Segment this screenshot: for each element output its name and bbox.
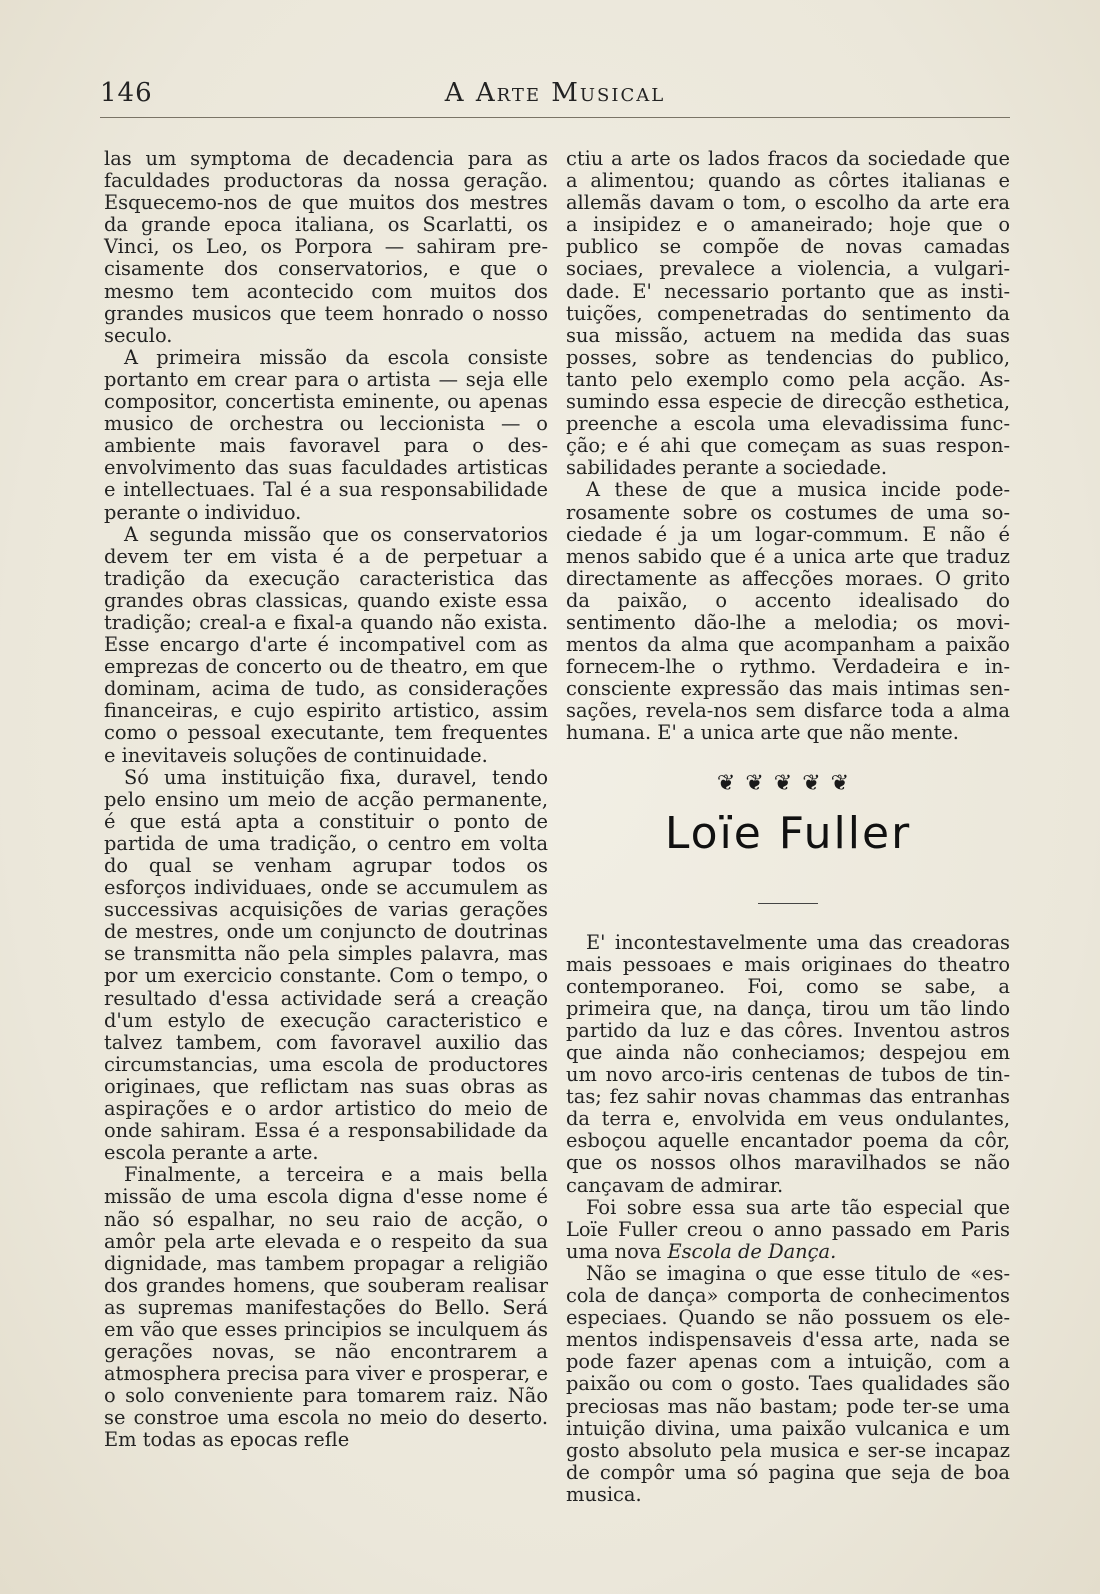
paragraph: Só uma instituição fixa, duravel, tendo pelo ensino um meio de acção permanente, é que está apta a constituir o ponto de partida de uma tradição, o centro em volta do qual se venham agrupar todos os esforços individuaes, onde se accumulem as successivas acquisições de varias gerações de mestres, onde um conjuncto de doutrinas se transmitta não pela simples palavra, mas por um exercicio constante. Com o tempo, o resultado d'essa actividade será a creação d'um estylo de execução caracteristico e talvez tambem, com favoravel auxilio das circumstancias, uma escola de productores originaes, que reflictam nas suas obras as aspirações e o ardor artistico do meio de onde sahiram. Essa é a responsabilidade da escola perante a arte. <box>104 765 548 1165</box>
paragraph: ctiu a arte os lados fracos da sociedade que a alimentou; quando as côrtes italianas e allemãs davam o tom, o escolho da arte era a insipidez e o amaneirado; hoje que o publico se compõe de novas camadas sociaes, prevalece a violencia, a vulgaridade. E' necessario portanto que as instituições, compenetradas do sentimento da sua missão, actuem na medida das suas posses, sobre as tendencias do publico, tanto pelo exemplo como pela acção. Assumindo essa especie de direcção esthetica, preenche a escola uma elevadissima funcção; e é ahi que começam as suas responsabilidades perante a sociedade. <box>566 147 1010 480</box>
section-ornaments: ❦❦❦❦❦ <box>716 770 860 796</box>
page-number: 146 <box>100 78 153 108</box>
paragraph: A these de que a musica incide poderosamente sobre os costumes de uma sociedade é ja um logar-commum. E não é menos sabido que é a unica arte que traduz directamente as affecções moraes. O grito da paixão, o accento idealisado do sentimento dão-lhe a melodia; os movimentos da alma que acompanham a paixão fornecem-lhe o rythmo. Verdadeira e inconsciente expressão das mais intimas sensações, revela-nos sem disfarce toda a alma humana. E' a unica arte que não mente. <box>566 478 1010 745</box>
paragraph <box>566 1197 1010 1263</box>
paragraph: Não se imagina o que esse titulo de «escola de dança» comporta de conhecimentos especiaes. Quando se não possuem os elementos indispensaveis d'essa arte, nada se pode fazer apenas com a intuição, com a paixão ou com o gosto. Taes qualidades são preciosas mas não bastam; pode ter-se uma intuição divina, uma paixão vulcanica e um gosto absoluto pela musica e ser-se incapaz de compôr uma só pagina que seja de boa musica. <box>566 1261 1010 1506</box>
right-column <box>566 148 1010 1506</box>
paragraph: las um symptoma de decadencia para as faculdades productoras da nossa geração. Esquecemo-nos de que muitos dos mestres da grande epoca italiana, os Scarlatti, os Vinci, os Leo, os Porpora — sahiram precisamente dos conservatorios, e que o mesmo tem acontecido com muitos dos grandes musicos que teem honrado o nosso seculo. <box>104 147 548 347</box>
left-column <box>104 148 548 1452</box>
header-rule <box>100 117 1010 118</box>
paragraph: E' incontestavelmente uma das creadoras mais pessoaes e mais originaes do theatro contemporaneo. Foi, como se sabe, a primeira que, na dança, tirou um tão lindo partido da luz e das côres. Inventou astros que ainda não conheciamos; despejou em um novo arco-iris centenas de tubos de tintas; fez sahir novas chammas das entranhas da terra e, envolvida em veus ondulantes, esboçou aquelle encantador poema da côr, que os nossos olhos maravilhados se não cançavam de admirar. <box>566 930 1010 1197</box>
article-title: Loïe Fuller <box>664 807 912 859</box>
title-rule <box>758 903 818 904</box>
running-title: A Arte Musical <box>444 78 666 108</box>
paragraph: A segunda missão que os conservatorios devem ter em vista é a de perpetuar a tradição da execução caracteristica das grandes obras classicas, quando existe essa tradição; creal-a e fixal-a quando não exista. Esse encargo d'arte é incompativel com as emprezas de concerto ou de theatro, em que dominam, acima de tudo, as considerações financeiras, e cujo espirito artistico, assim como o pessoal executante, tem frequentes e inevitaveis soluções de continuidade. <box>104 522 548 767</box>
paragraph: Finalmente, a terceira e a mais bella missão de uma escola digna d'esse nome é não só espalhar, no seu raio de acção, o amôr pela arte elevada e o respeito da sua dignidade, mas tambem propagar a religião dos grandes homens, que souberam realisar as supremas manifestações do Bello. Será em vão que esses principios se inculquem ás gerações novas, se não encontrarem a atmosphera precisa para viver e prosperar, e o solo conveniente para tomarem raiz. Não se constroe uma escola no meio do deserto. Em todas as epocas refle <box>104 1163 548 1452</box>
italic-title: Escola de Dança. <box>667 1239 837 1263</box>
paragraph-text: Foi sobre essa sua arte tão especial que Loïe Fuller creou o anno passado em Paris uma nova <box>566 1195 1010 1263</box>
paragraph: A primeira missão da escola consiste portanto em crear para o artista — seja elle compositor, concertista eminente, ou apenas musico de orchestra ou leccionista — o ambiente mais favoravel para o desenvolvimento das suas faculdades artisticas e intellectuaes. Tal é a sua responsabilidade perante o individuo. <box>104 345 548 524</box>
page-header <box>100 78 1010 112</box>
